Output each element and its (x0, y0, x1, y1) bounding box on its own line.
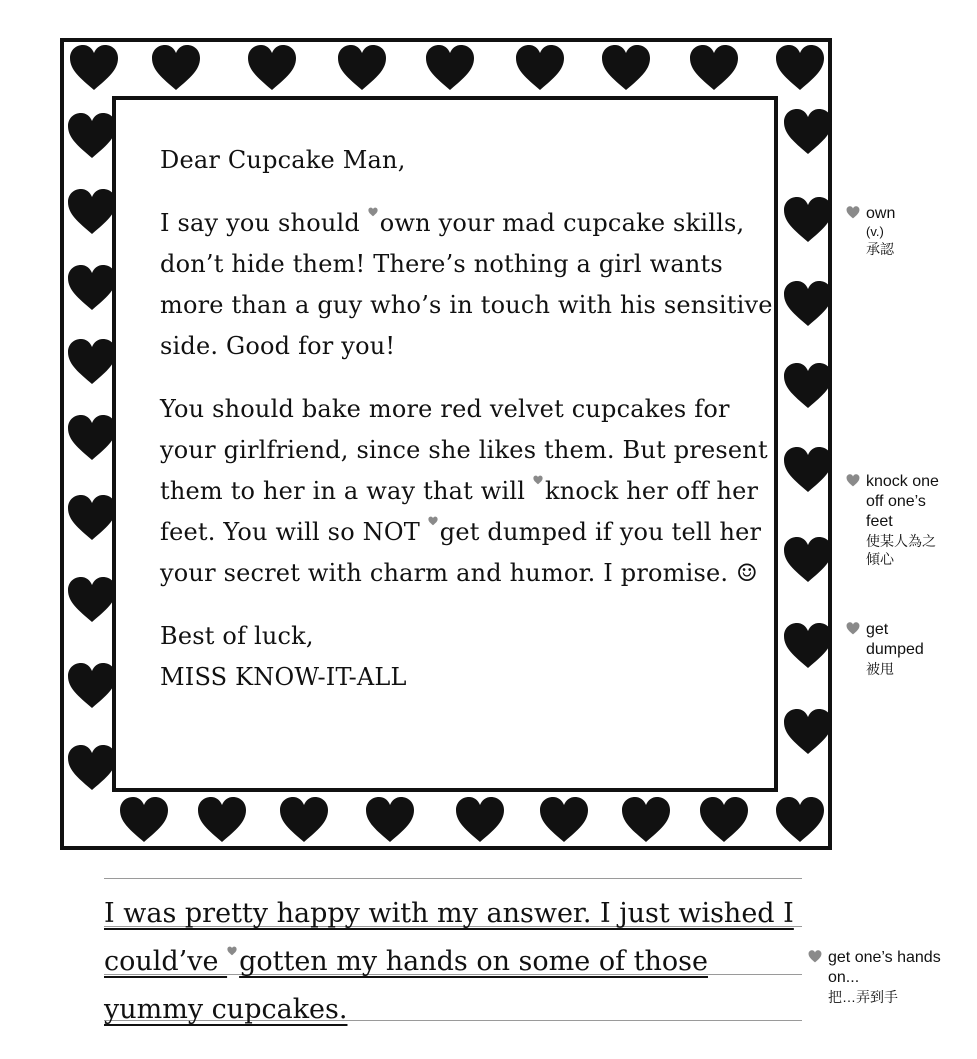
gloss-heart-icon (846, 474, 860, 487)
letter-closing: Best of luck, (160, 622, 314, 650)
gloss-knock-off-feet: knock one off one’s feet 使某人為之傾心 (866, 472, 948, 568)
letter-greeting: Dear Cupcake Man, (160, 146, 406, 174)
letter-paragraph-1: I say you should own your mad cupcake skills, don’t hide them! There’s nothing a girl wants more than a guy who’s in touch with his sensitive side. Good for you! (160, 209, 773, 360)
gloss-heart-icon (846, 206, 860, 219)
gloss-marker-heart-icon (227, 946, 237, 956)
letter-card (112, 96, 778, 792)
gloss-get-hands-on: get one’s hands on... 把…弄到手 (828, 948, 958, 1006)
gloss-heart-icon (808, 950, 822, 963)
gloss-own: own (v.) 承認 (866, 204, 976, 258)
letter-paragraph-2: You should bake more red velvet cupcakes for your girlfriend, since she likes them. But present them to her in a way that will knock her off her feet. You will so NOT get dumped if you tell her your secret with charm and humor. I promise. ☺ (160, 395, 768, 587)
note-rule (104, 878, 802, 879)
gloss-marker-heart-icon (368, 207, 378, 217)
letter-body (160, 140, 780, 698)
letter-signature: MISS KNOW-IT-ALL (160, 663, 407, 691)
gloss-get-dumped: get dumped 被甩 (866, 620, 948, 678)
handwritten-note: I was pretty happy with my answer. I just wished I could’ve gotten my hands on some of those yummy cupcakes. (104, 898, 794, 1025)
gloss-heart-icon (846, 622, 860, 635)
gloss-marker-heart-icon (533, 475, 543, 485)
gloss-marker-heart-icon (428, 516, 438, 526)
